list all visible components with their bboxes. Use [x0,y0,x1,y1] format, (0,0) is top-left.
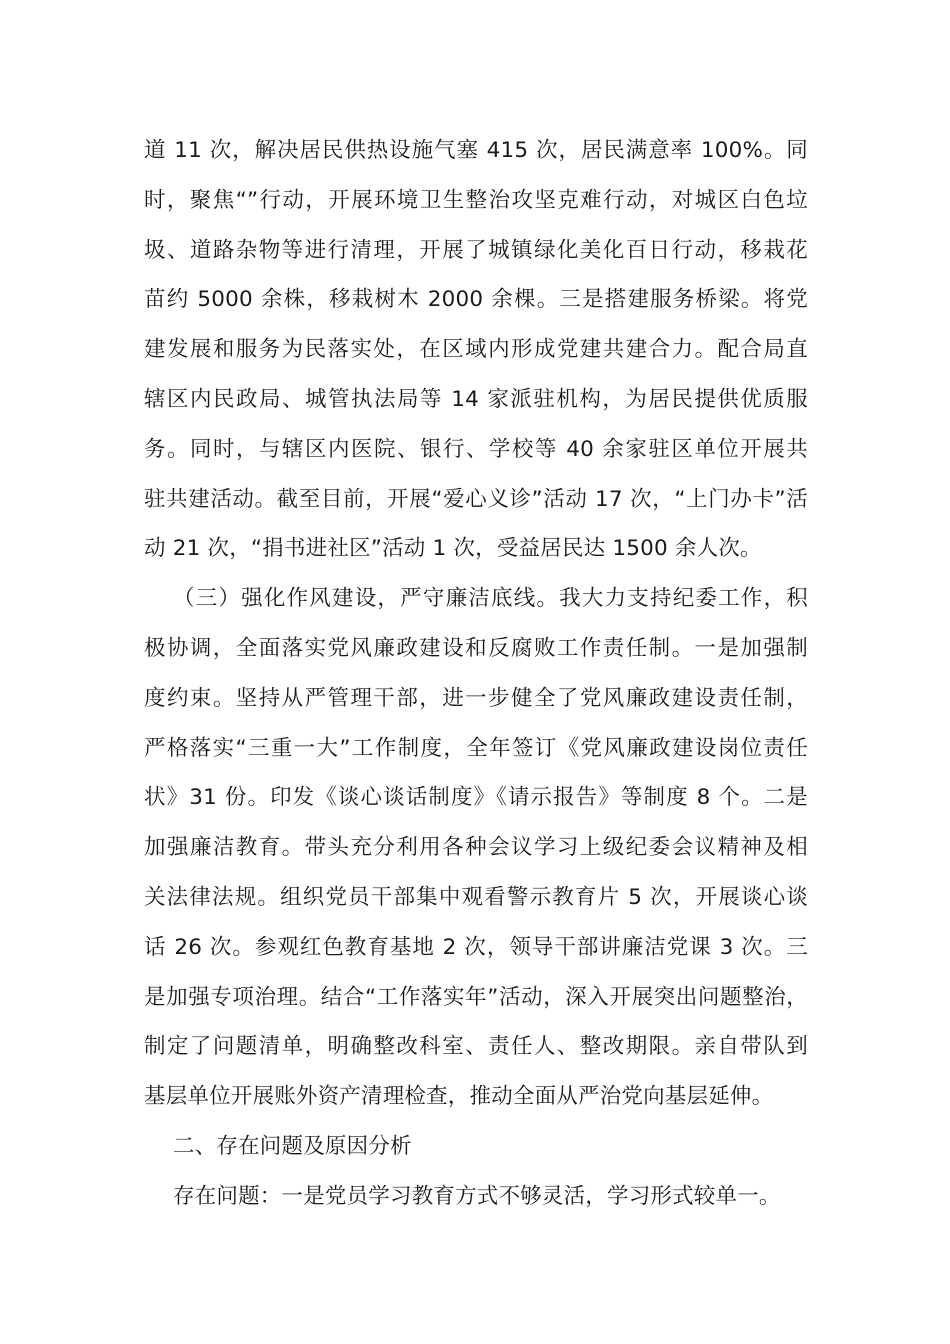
text-line: 存在问题：一是党员学习教育方式不够灵活，学习形式较单一。 [173,1183,781,1209]
text-line: 苗约 5000 余株，移栽树木 2000 余棵。三是搭建服务桥梁。将党 [144,287,808,313]
text-line: 制定了问题清单，明确整改科室、责任人、整改期限。亲自带队到 [144,1034,808,1060]
document-body [144,126,808,1222]
text-line: 建发展和服务为民落实处，在区域内形成党建共建合力。配合局直 [144,337,808,363]
text-line: 加强廉洁教育。带头充分利用各种会议学习上级纪委会议精神及相 [144,835,808,861]
text-line: （三）强化作风建设，严守廉洁底线。我大力支持纪委工作，积 [173,586,808,612]
text-line: 关法律法规。组织党员干部集中观看警示教育片 5 次，开展谈心谈 [144,884,808,910]
text-line: 务。同时，与辖区内医院、银行、学校等 40 余家驻区单位开展共 [144,436,808,462]
text-line: 度约束。坚持从严管理干部，进一步健全了党风廉政建设责任制， [144,685,808,711]
text-line: 话 26 次。参观红色教育基地 2 次，领导干部讲廉洁党课 3 次。三 [144,934,808,960]
text-line: 状》31 份。印发《谈心谈话制度》《请示报告》等制度 8 个。二是 [144,785,808,811]
text-line: 辖区内民政局、城管执法局等 14 家派驻机构，为居民提供优质服 [144,386,808,412]
text-line: 时，聚焦“”行动，开展环境卫生整治攻坚克难行动，对城区白色垃 [144,187,808,213]
text-line: 是加强专项治理。结合“工作落实年”活动，深入开展突出问题整治， [144,984,808,1010]
text-line: 动 21 次，“捐书进社区”活动 1 次，受益居民达 1500 余人次。 [144,536,762,562]
text-line: 极协调，全面落实党风廉政建设和反腐败工作责任制。一是加强制 [144,635,808,661]
text-line: 二、存在问题及原因分析 [173,1133,412,1159]
text-line: 圾、道路杂物等进行清理，开展了城镇绿化美化百日行动，移栽花 [144,237,808,263]
text-line: 道 11 次，解决居民供热设施气塞 415 次，居民满意率 100%。同 [144,138,808,163]
text-line: 严格落实“三重一大”工作制度，全年签订《党风廉政建设岗位责任 [144,735,808,761]
text-line: 驻共建活动。截至目前，开展“爱心义诊”活动 17 次，“上门办卡”活 [144,486,808,512]
text-line: 基层单位开展账外资产清理检查，推动全面从严治党向基层延伸。 [144,1084,774,1110]
